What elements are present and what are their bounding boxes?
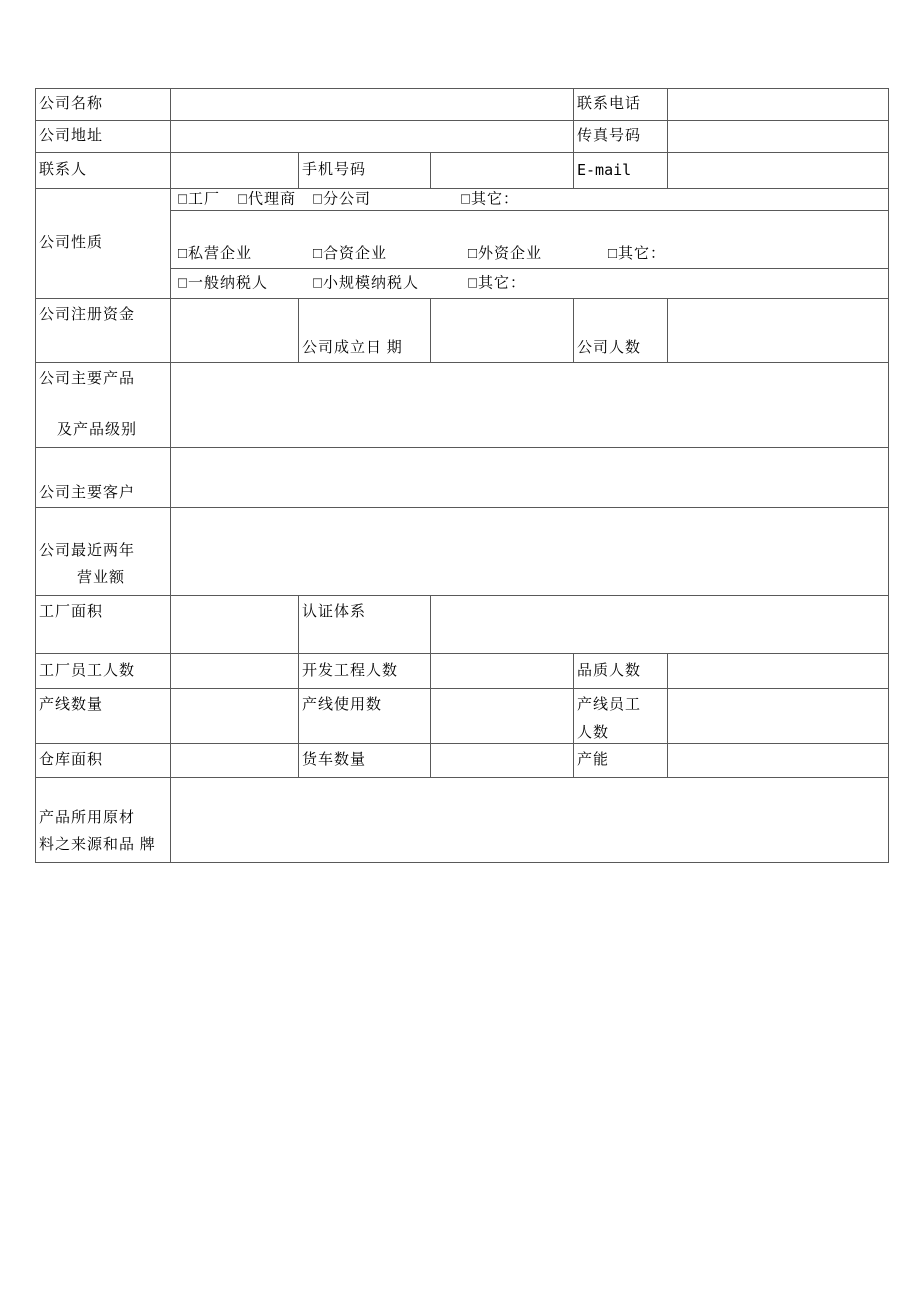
- warehouse-area-label: [36, 744, 171, 778]
- mobile-number-input[interactable]: [431, 153, 574, 189]
- email-label: [574, 153, 668, 189]
- raw-materials-input[interactable]: [171, 778, 889, 863]
- warehouse-area-input[interactable]: [171, 744, 299, 778]
- truck-count-label-text: 货车数量: [302, 752, 367, 769]
- line-staff-label-line2: 人数: [577, 724, 610, 741]
- contact-person-label: [36, 153, 171, 189]
- warehouse-area-label-text: 仓库面积: [39, 752, 104, 769]
- company-headcount-label: [574, 299, 668, 363]
- checkbox-tax-other[interactable]: □其它：: [468, 275, 527, 292]
- lines-in-use-input[interactable]: [431, 689, 574, 744]
- raw-materials-label: [36, 778, 171, 863]
- main-products-label: [36, 363, 171, 448]
- founding-date-label: [299, 299, 431, 363]
- checkbox-private-enterprise[interactable]: □私营企业: [178, 246, 253, 263]
- fax-number-input[interactable]: [668, 121, 889, 153]
- founding-date-label-text: 公司成立日 期: [302, 340, 403, 357]
- main-products-input[interactable]: [171, 363, 889, 448]
- certification-label-text: 认证体系: [302, 604, 367, 620]
- dev-engineer-staff-input[interactable]: [431, 654, 574, 689]
- raw-materials-label-line2: 料之来源和品 牌: [39, 837, 156, 854]
- line-count-label-text: 产线数量: [39, 697, 104, 713]
- checkbox-agent[interactable]: □代理商: [238, 191, 297, 208]
- factory-staff-input[interactable]: [171, 654, 299, 689]
- factory-area-label-text: 工厂面积: [39, 604, 104, 620]
- line-staff-label-line1: 产线员工: [577, 697, 642, 713]
- recent-revenue-label-line1: 公司最近两年: [39, 542, 136, 559]
- contact-tel-input[interactable]: [668, 89, 889, 121]
- factory-area-input[interactable]: [171, 596, 299, 654]
- contact-person-label-text: 联系人: [39, 162, 88, 179]
- email-input[interactable]: [668, 153, 889, 189]
- capacity-input[interactable]: [668, 744, 889, 778]
- contact-tel-label-text: 联系电话: [577, 96, 642, 113]
- truck-count-input[interactable]: [431, 744, 574, 778]
- company-nature-label-text: 公司性质: [39, 235, 104, 252]
- registered-capital-label-text: 公司注册资金: [39, 307, 136, 323]
- company-headcount-input[interactable]: [668, 299, 889, 363]
- company-nature-type-row: [171, 189, 889, 211]
- raw-materials-label-line1: 产品所用原材: [39, 809, 136, 826]
- capacity-label-text: 产能: [577, 752, 610, 769]
- company-name-label: [36, 89, 171, 121]
- checkbox-branch[interactable]: □分公司: [313, 191, 372, 208]
- capacity-label: [574, 744, 668, 778]
- mobile-number-label-text: 手机号码: [302, 162, 367, 179]
- fax-number-label-text: 传真号码: [577, 128, 642, 145]
- factory-staff-label: [36, 654, 171, 689]
- line-staff-label: [574, 689, 668, 744]
- quality-staff-label: [574, 654, 668, 689]
- dev-engineer-staff-label-text: 开发工程人数: [302, 662, 399, 679]
- mobile-number-label: [299, 153, 431, 189]
- company-info-form-table: [35, 88, 889, 863]
- main-customers-label: [36, 448, 171, 508]
- company-address-input[interactable]: [171, 121, 574, 153]
- company-headcount-label-text: 公司人数: [577, 340, 642, 357]
- factory-area-label: [36, 596, 171, 654]
- line-count-input[interactable]: [171, 689, 299, 744]
- company-name-label-text: 公司名称: [39, 96, 104, 113]
- recent-revenue-label-line2: 营业额: [77, 570, 126, 587]
- checkbox-general-taxpayer[interactable]: □一般纳税人: [178, 275, 269, 292]
- fax-number-label: [574, 121, 668, 153]
- main-customers-label-text: 公司主要客户: [39, 485, 136, 502]
- checkbox-foreign-enterprise[interactable]: □外资企业: [468, 246, 543, 263]
- line-count-label: [36, 689, 171, 744]
- checkbox-type-other[interactable]: □其它：: [461, 191, 520, 208]
- checkbox-small-scale-taxpayer[interactable]: □小规模纳税人: [313, 275, 420, 292]
- company-address-label: [36, 121, 171, 153]
- certification-input[interactable]: [431, 596, 889, 654]
- registered-capital-input[interactable]: [171, 299, 299, 363]
- dev-engineer-staff-label: [299, 654, 431, 689]
- recent-revenue-label: [36, 508, 171, 596]
- quality-staff-label-text: 品质人数: [577, 662, 642, 679]
- registered-capital-label: [36, 299, 171, 363]
- main-products-label-line1: 公司主要产品: [39, 371, 136, 387]
- lines-in-use-label: [299, 689, 431, 744]
- company-name-input[interactable]: [171, 89, 574, 121]
- recent-revenue-input[interactable]: [171, 508, 889, 596]
- contact-person-input[interactable]: [171, 153, 299, 189]
- contact-tel-label: [574, 89, 668, 121]
- factory-staff-label-text: 工厂员工人数: [39, 662, 136, 679]
- checkbox-joint-venture[interactable]: □合资企业: [313, 246, 388, 263]
- line-staff-input[interactable]: [668, 689, 889, 744]
- founding-date-input[interactable]: [431, 299, 574, 363]
- certification-label: [299, 596, 431, 654]
- truck-count-label: [299, 744, 431, 778]
- email-label-text: E-mail: [577, 161, 632, 180]
- company-nature-label: [36, 189, 171, 299]
- company-address-label-text: 公司地址: [39, 128, 104, 145]
- company-nature-ownership-row: [171, 211, 889, 269]
- checkbox-factory[interactable]: □工厂: [178, 191, 221, 208]
- quality-staff-input[interactable]: [668, 654, 889, 689]
- main-products-label-line2: 及产品级别: [57, 422, 138, 439]
- checkbox-ownership-other[interactable]: □其它：: [608, 246, 667, 263]
- company-nature-tax-row: [171, 269, 889, 299]
- lines-in-use-label-text: 产线使用数: [302, 697, 383, 713]
- main-customers-input[interactable]: [171, 448, 889, 508]
